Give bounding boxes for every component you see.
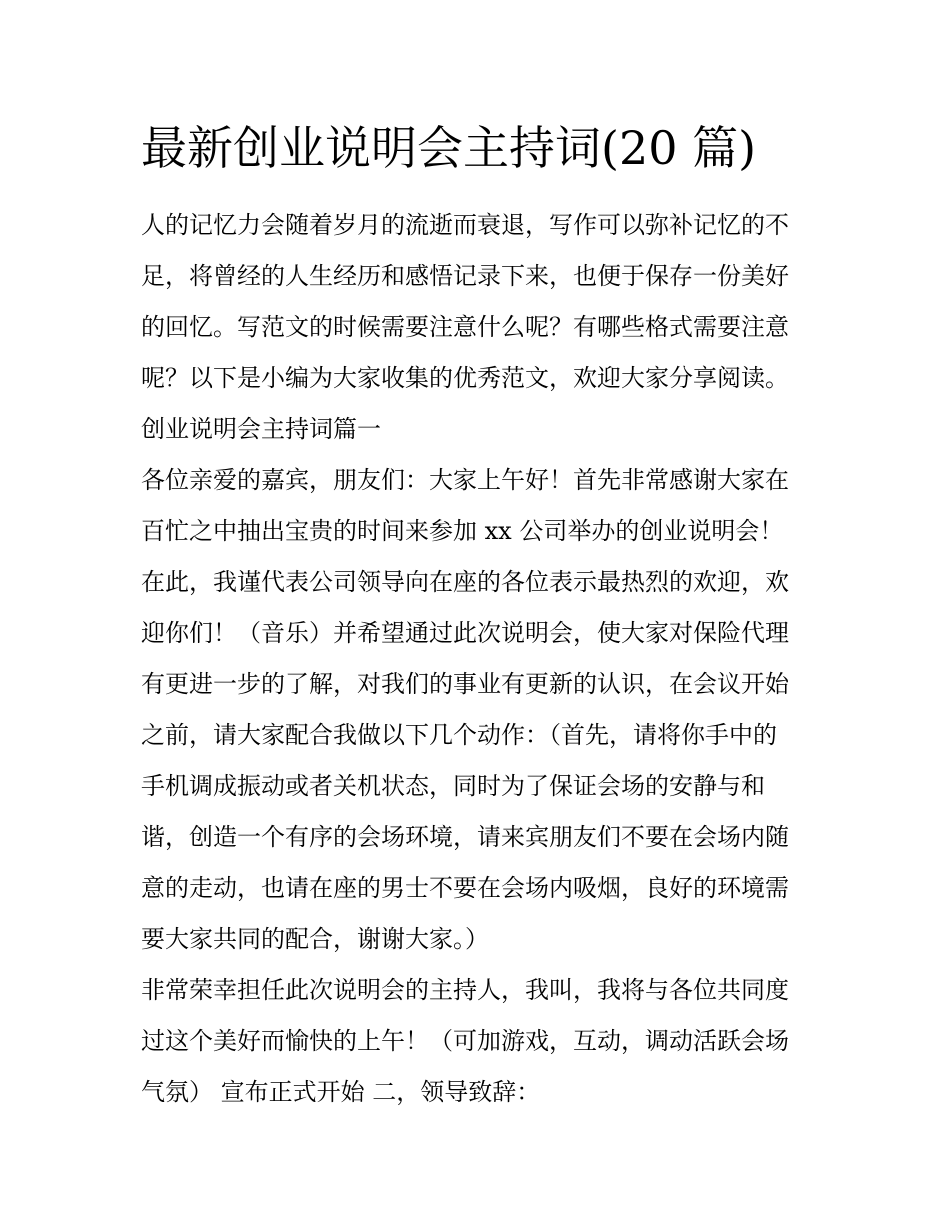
text-line: 过这个美好而愉快的上午！（可加游戏，互动，调动活跃会场 <box>141 1027 789 1055</box>
text-line: 的回忆。写范文的时候需要注意什么呢？有哪些格式需要注意 <box>141 313 789 341</box>
document-body <box>141 200 821 1118</box>
text-line: 非常荣幸担任此次说明会的主持人，我叫，我将与各位共同度 <box>141 976 789 1004</box>
text-line: 足，将曾经的人生经历和感悟记录下来，也便于保存一份美好 <box>141 262 789 290</box>
text-line: 气氛） 宣布正式开始 二，领导致辞： <box>141 1078 541 1106</box>
text-line: 谐，创造一个有序的会场环境，请来宾朋友们不要在会场内随 <box>141 823 789 851</box>
text-line: 在此，我谨代表公司领导向在座的各位表示最热烈的欢迎，欢 <box>141 568 789 596</box>
document-title: 最新创业说明会主持词(20 篇) <box>141 121 757 175</box>
text-line: 要大家共同的配合，谢谢大家。） <box>141 925 489 953</box>
text-line: 呢？以下是小编为大家收集的优秀范文，欢迎大家分享阅读。 <box>141 364 789 392</box>
text-line: 有更进一步的了解，对我们的事业有更新的认识，在会议开始 <box>141 670 789 698</box>
text-line: 之前，请大家配合我做以下几个动作：（首先，请将你手中的 <box>141 721 777 749</box>
text-line: 手机调成振动或者关机状态，同时为了保证会场的安静与和 <box>141 772 765 800</box>
text-line: 百忙之中抽出宝贵的时间来参加 xx 公司举办的创业说明会！ <box>141 517 784 545</box>
text-line: 意的走动，也请在座的男士不要在会场内吸烟，良好的环境需 <box>141 874 789 902</box>
text-line: 迎你们！（音乐）并希望通过此次说明会，使大家对保险代理 <box>141 619 789 647</box>
text-line: 人的记忆力会随着岁月的流逝而衰退，写作可以弥补记忆的不 <box>141 211 789 239</box>
section-heading: 创业说明会主持词篇一 <box>141 415 381 443</box>
text-line: 各位亲爱的嘉宾，朋友们：大家上午好！首先非常感谢大家在 <box>141 466 789 494</box>
